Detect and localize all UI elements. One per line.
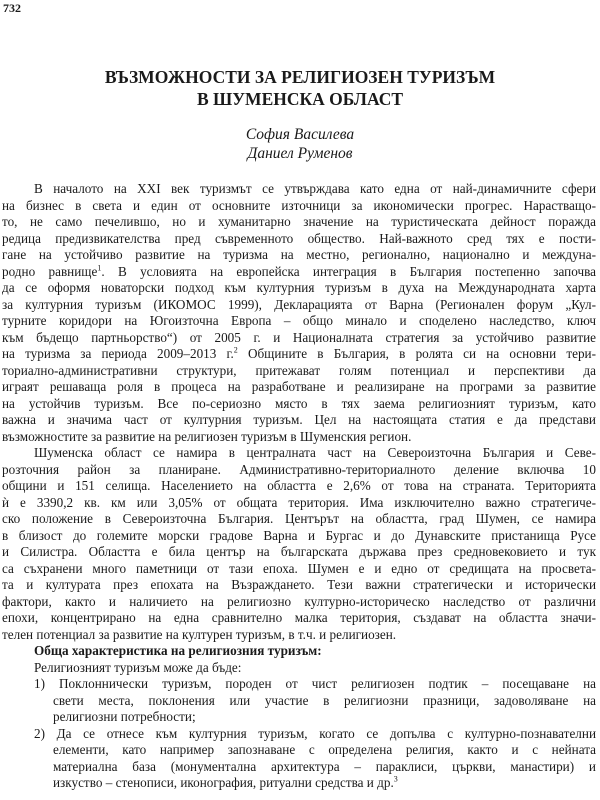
article-title <box>0 66 600 110</box>
text-line: в близост до големите морски градове Варна и Бургас и до Дунавските пристанища Русе <box>2 527 596 543</box>
text-line: то, не само печелившо, но и хуманитарно значение на туристическата дейност поражда <box>2 214 596 229</box>
text-line: телен потенциал за развитие на културен туризъм, в т.ч. и религиозен. <box>2 626 397 642</box>
text-line <box>0 346 600 363</box>
text-fragment: на туризма за периода 2009–2013 г. <box>2 346 234 361</box>
list-item-continuation: елементи, като например запознаване с определена религия, както и с нейната <box>53 742 596 757</box>
text-line: за културния туризъм (ИКОМОС 1999), Декларацията от Варна (Регионален форум „Кул- <box>2 296 596 312</box>
text-line: да се оформя новаторски подход към културния туризъм в духа на Международната харта <box>2 280 596 295</box>
text-line: розточния район за планиране. Административно-териториалното деление включва 10 <box>2 461 596 477</box>
title-line-2: В ШУМЕНСКА ОБЛАСТ <box>196 89 404 109</box>
author-name: Даниел Руменов <box>247 145 353 162</box>
author-name: София Василева <box>245 126 355 143</box>
text-line: общини и 151 селища. Населението на областта е 2,6% от това на страната. Територията <box>2 478 596 493</box>
text-line: са съхранени много паметници от тази епоха. Шумен е и едно от средищата на просвета- <box>2 560 596 576</box>
list-item-continuation: материална база (монументална архитектура – параклиси, църкви, манастири) и <box>53 758 596 774</box>
list-item: 1) Поклоннически туризъм, породен от чист религиозен подтик – посещаване на <box>34 676 596 691</box>
section-heading: Обща характеристика на религиозния туризъм: <box>34 643 322 658</box>
text-line: фактори, както и наличието на религиозно културно-историческо наследство от различни <box>2 593 596 609</box>
footnote-ref: 1 <box>97 263 102 273</box>
text-line: възможностите за развитие на религиозен туризъм в Шуменския регион. <box>2 428 412 444</box>
article-body <box>0 181 600 792</box>
text-fragment: Общините в България, в ролята си на основни тери- <box>237 346 596 361</box>
text-fragment: родно равнище <box>2 263 98 279</box>
text-line: епохи, концентрирано на една сравнително малка територия, създават на областта значи- <box>2 610 596 625</box>
text-line: Шуменска област се намира в централната част на Североизточна България и Севе- <box>34 445 596 460</box>
text-line: ѝ е 3390,2 кв. км или 3,05% от общата територия. Има изключително важно стратегиче- <box>2 494 596 510</box>
footnote-ref: 3 <box>393 775 398 784</box>
text-fragment: изкуство – стенописи, иконография, ритуални средства и др. <box>53 775 394 790</box>
text-line: на бизнес в света и един от основните източници за икономически прогрес. Нарастващо- <box>2 197 596 213</box>
list-item: 2) Да се отнесе към културния туризъм, когато се допълва с културно-познавателни <box>34 725 596 741</box>
text-line: ториално-административни структури, притежават голям потенциал и перспективи да <box>2 362 596 378</box>
page-number: 732 <box>3 1 21 15</box>
text-line: важна и значима част от културния туризъм. Цел на настоящата статия е да представи <box>2 412 596 427</box>
list-item-continuation: свети места, поклонения или участие в религиозни празници, задоволяване на <box>53 692 596 708</box>
text-line: играят решаваща роля в процеса на разработване и реализиране на програми за развитие <box>2 379 596 394</box>
text-line: Религиозният туризъм може да бъде: <box>34 659 242 675</box>
list-item-continuation <box>0 775 600 792</box>
text-line: редица предизвикателства пред съвременното общество. Най-важното сред тях е пости- <box>2 230 596 246</box>
author-list <box>0 125 600 163</box>
text-line: та и културата през епохата на Възраждането. Тези важни стратегически и исторически <box>2 577 596 592</box>
footnote-ref: 2 <box>233 346 238 355</box>
text-line: турните коридори на Югоизточна Европа – общо минало и споделено наследство, ключ <box>2 313 596 328</box>
title-line-1: ВЪЗМОЖНОСТИ ЗА РЕЛИГИОЗЕН ТУРИЗЪМ <box>104 67 496 87</box>
text-line: ско положение в Североизточна България. Центърът на областта, град Шумен, се намира <box>2 511 596 526</box>
text-line: гане на устойчиво развитие на туризма на местно, регионално, национално и междуна- <box>2 247 596 262</box>
text-fragment: . В условията на европейска интеграция в България постепенно започва <box>101 263 597 279</box>
text-line: към бъдещо партньорство“) от 2005 г. и Националната стратегия за устойчиво развитие <box>2 329 596 345</box>
list-item-continuation: религиозни потребности; <box>53 709 196 724</box>
text-line: и Силистра. Областта е била център на българската държава през средновековието и тук <box>2 544 596 559</box>
text-line: на устойчив туризъм. Все по-сериозно място в тях заема религиозният туризъм, като <box>2 395 596 411</box>
text-line <box>0 264 600 281</box>
text-line: В началото на XXI век туризмът се утвърждава като една от най-динамичните сфери <box>34 181 596 196</box>
